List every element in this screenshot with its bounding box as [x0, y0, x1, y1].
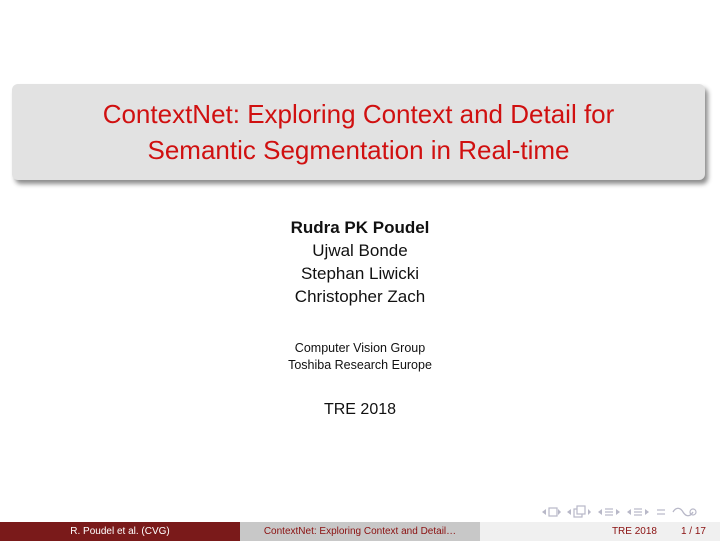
nav-subsection-icon[interactable] [566, 505, 592, 519]
nav-section-icon[interactable] [597, 506, 621, 518]
nav-search-icon[interactable] [672, 506, 698, 518]
affiliation-group: Computer Vision Group [294, 341, 426, 355]
nav-document-icon[interactable] [626, 506, 650, 518]
title-line-2: Semantic Segmentation in Real-time [147, 135, 570, 165]
nav-frame-icon[interactable] [541, 506, 561, 518]
nav-align-icon[interactable] [655, 506, 667, 518]
event-name: TRE 2018 [323, 401, 397, 418]
affiliation [0, 340, 720, 374]
footer-page-number: 1 / 17 [680, 526, 706, 537]
affiliation-company: Toshiba Research Europe [288, 358, 432, 372]
lead-author: Rudra PK Poudel [290, 218, 430, 237]
author: Stephan Liwicki [300, 264, 420, 283]
author: Ujwal Bonde [312, 241, 408, 260]
author: Christopher Zach [294, 287, 426, 306]
footer-author: R. Poudel et al. (CVG) [0, 522, 240, 541]
footer-short-title: ContextNet: Exploring Context and Detail… [240, 522, 480, 541]
beamer-navigation [541, 504, 698, 520]
footer-bar [0, 522, 720, 541]
title-line-1: ContextNet: Exploring Context and Detail for [102, 99, 615, 129]
footer-right [480, 522, 720, 541]
author-list [0, 216, 720, 308]
footer-event: TRE 2018 [611, 526, 657, 537]
title-block [12, 84, 705, 180]
